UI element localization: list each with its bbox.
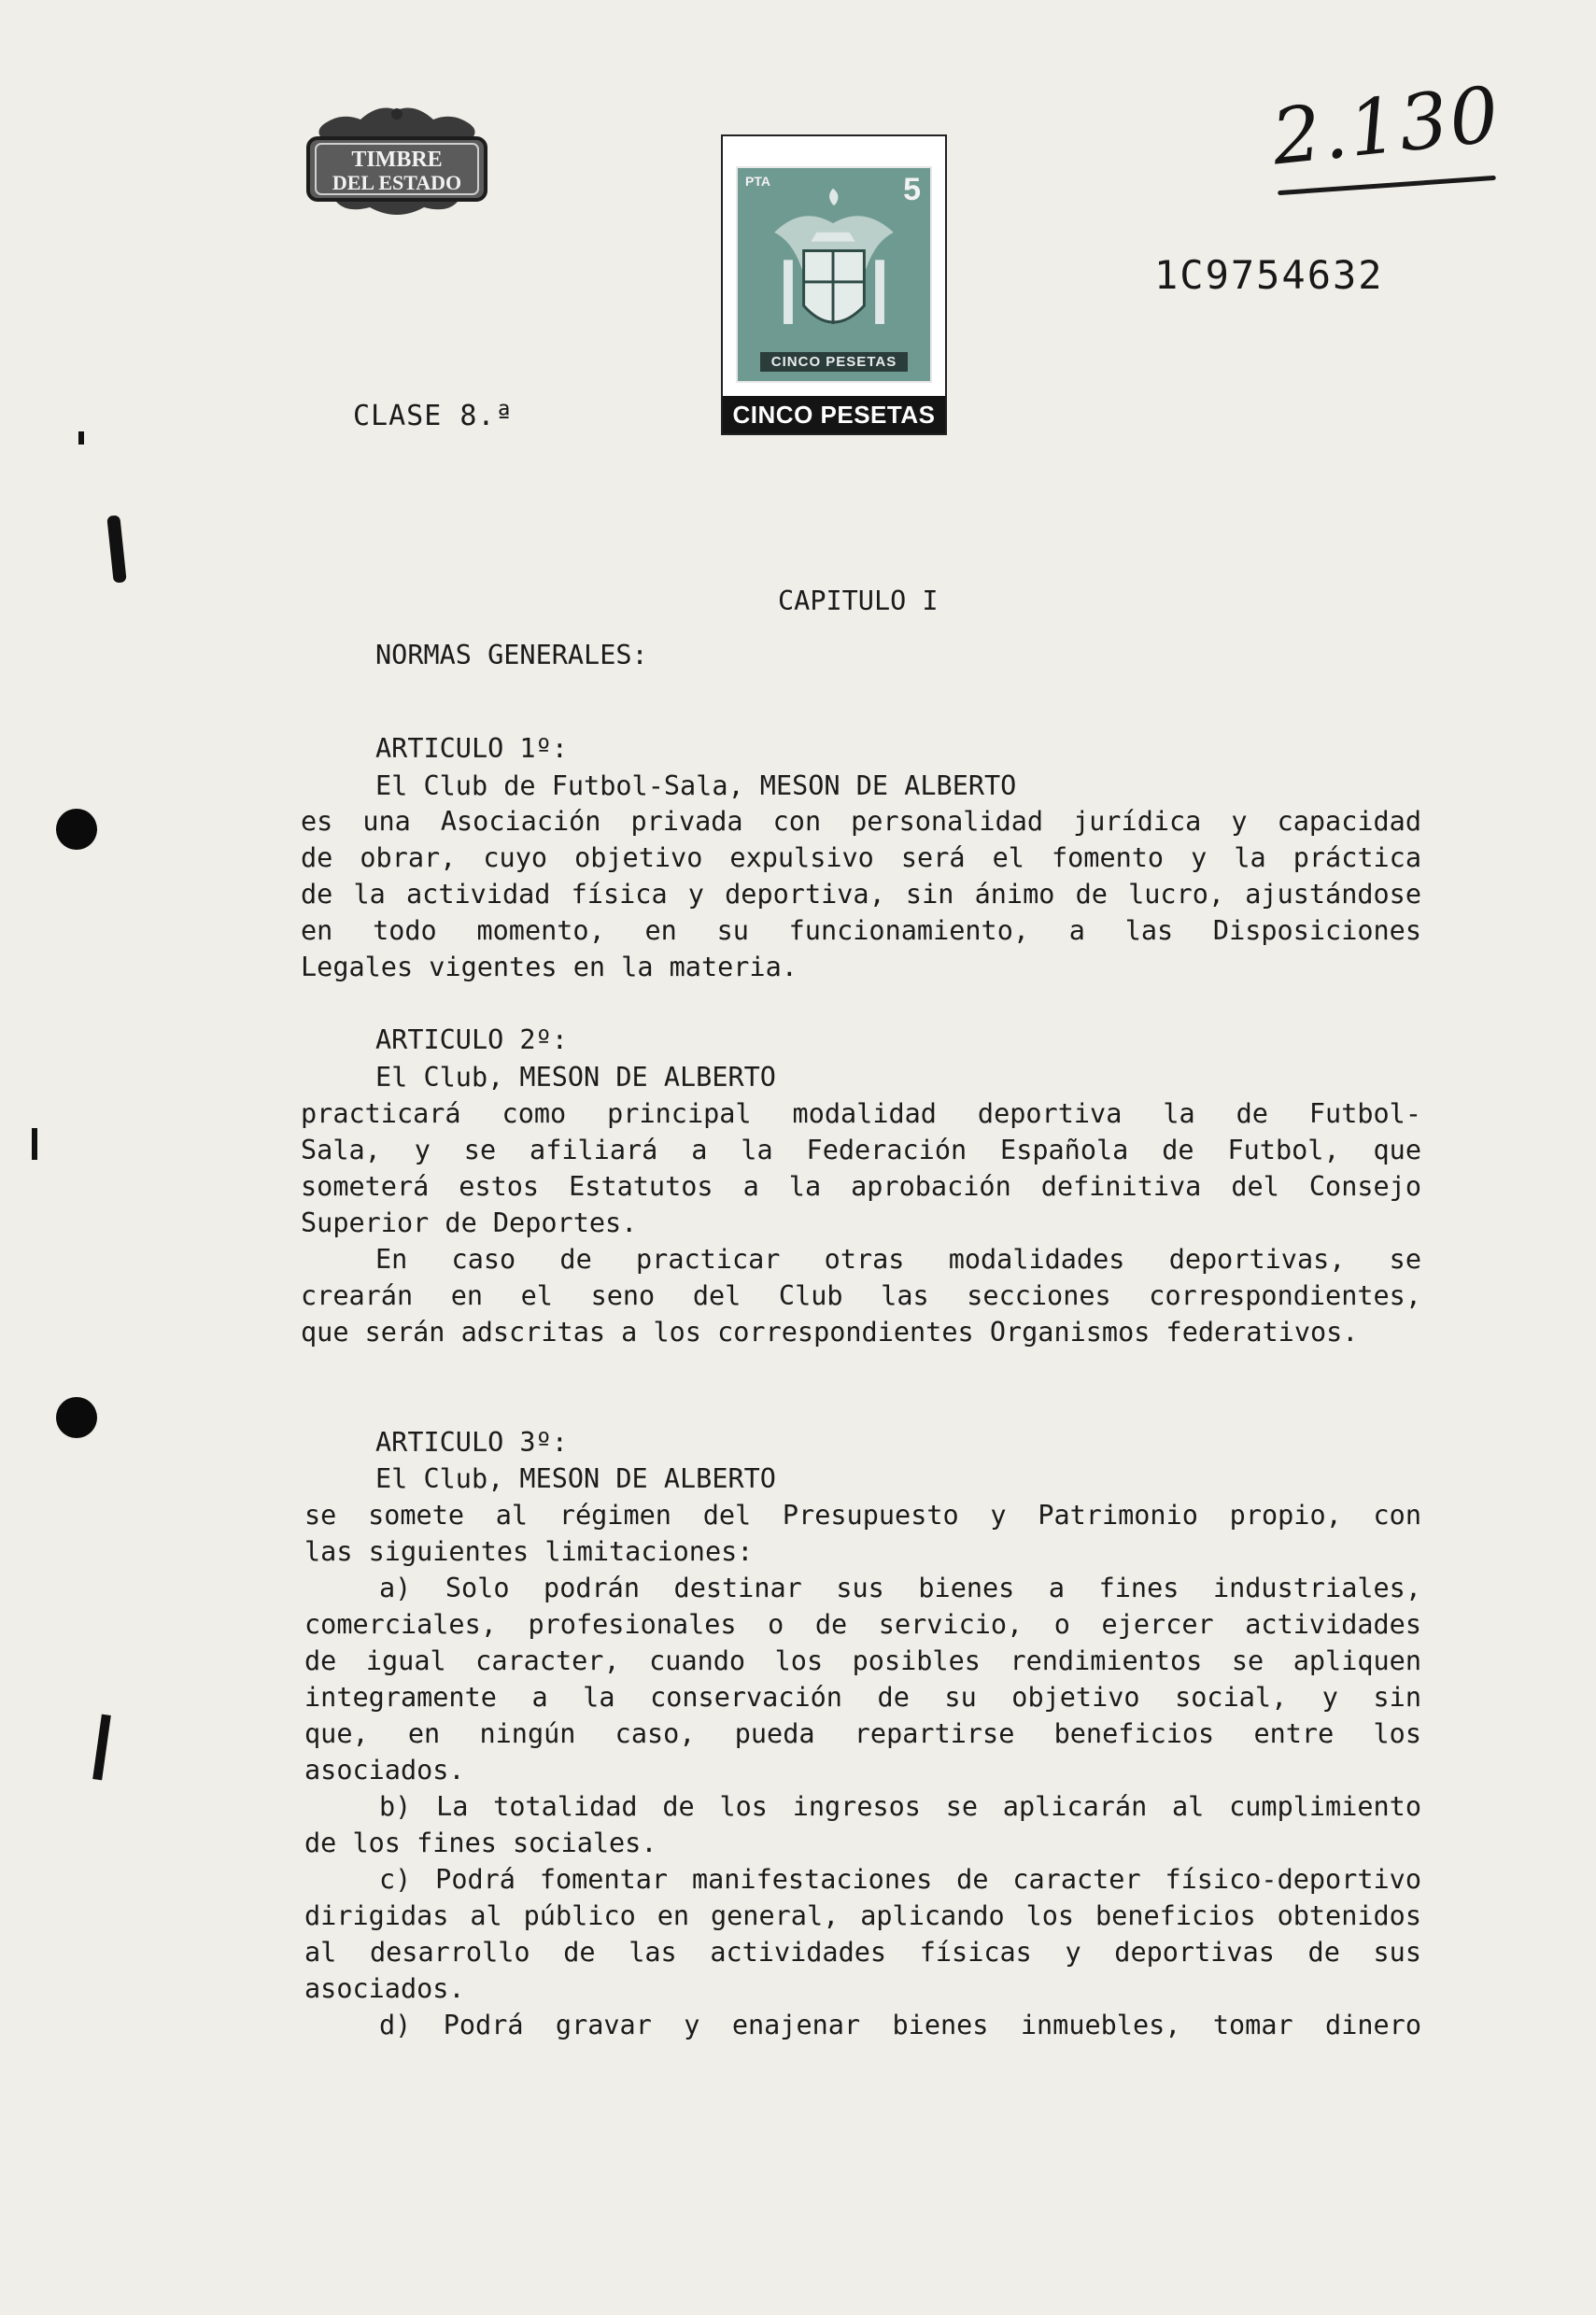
- chapter-title: CAPITULO I: [778, 586, 939, 616]
- timbre-del-estado-seal: [304, 103, 489, 224]
- article-heading: ARTICULO 3º:: [375, 1427, 568, 1458]
- revenue-stamp: [721, 134, 947, 435]
- article-line: Legales vigentes en la materia.: [301, 952, 798, 982]
- article-line: las siguientes limitaciones:: [304, 1536, 754, 1567]
- article-heading: ARTICULO 1º:: [375, 733, 568, 764]
- article-line: practicará como principal modalidad deportiva la de Futbol-: [301, 1098, 1421, 1129]
- article-line: de los fines sociales.: [304, 1828, 657, 1858]
- stamp-pta-label: PTA: [745, 174, 770, 189]
- stamp-band-label: CINCO PESETAS: [723, 396, 945, 433]
- article-line: de igual caracter, cuando los posibles rendimientos se apliquen: [304, 1645, 1421, 1676]
- article-line: que serán adscritas a los correspondientes Organismos federativos.: [301, 1317, 1359, 1348]
- article-heading: ARTICULO 2º:: [375, 1024, 568, 1055]
- timbre-line2: DEL ESTADO: [332, 171, 462, 194]
- article-line: en todo momento, en su funcionamiento, a las Disposiciones: [301, 915, 1421, 946]
- edge-mark: [78, 431, 84, 445]
- section-heading: NORMAS GENERALES:: [375, 640, 648, 671]
- punch-hole-top: [56, 809, 97, 850]
- clase-label: CLASE 8.ª: [353, 400, 514, 432]
- article-line: al desarrollo de las actividades físicas y deportivas de sus: [304, 1937, 1421, 1968]
- punch-hole-bottom: [56, 1397, 97, 1438]
- article-intro: El Club, MESON DE ALBERTO: [375, 1463, 776, 1494]
- article-intro: El Club, MESON DE ALBERTO: [375, 1062, 776, 1093]
- article-line: crearán en el seno del Club las secciones correspondientes,: [301, 1280, 1421, 1311]
- article-line: comerciales, profesionales o de servicio, o ejercer actividades: [304, 1609, 1421, 1640]
- eagle-coat-of-arms-icon: [738, 168, 930, 381]
- article-line: Sala, y se afiliará a la Federación Española de Futbol, que: [301, 1135, 1421, 1165]
- article-line: b) La totalidad de los ingresos se aplicarán al cumplimiento: [379, 1791, 1421, 1822]
- article-line: someterá estos Estatutos a la aprobación definitiva del Consejo: [301, 1171, 1421, 1202]
- serial-number: 1C9754632: [1154, 252, 1384, 298]
- stamp-value: 5: [903, 172, 921, 207]
- article-line: es una Asociación privada con personalidad jurídica y capacidad: [301, 806, 1421, 837]
- article-line: dirigidas al público en general, aplicando los beneficios obtenidos: [304, 1900, 1421, 1931]
- article-line: a) Solo podrán destinar sus bienes a fines industriales,: [379, 1573, 1421, 1603]
- handwritten-number: 2.130: [1267, 70, 1505, 183]
- edge-mark: [32, 1128, 37, 1160]
- article-line: de la actividad física y deportiva, sin ánimo de lucro, ajustándose: [301, 879, 1421, 910]
- article-line: integramente a la conservación de su objetivo social, y sin: [304, 1682, 1421, 1713]
- article-line: Superior de Deportes.: [301, 1207, 638, 1238]
- article-line: asociados.: [304, 1755, 465, 1786]
- article-line: de obrar, cuyo objetivo expulsivo será el fomento y la práctica: [301, 842, 1421, 873]
- edge-mark: [106, 515, 126, 583]
- article-line: asociados.: [304, 1973, 465, 2004]
- article-line: se somete al régimen del Presupuesto y Patrimonio propio, con: [304, 1500, 1421, 1531]
- article-line: d) Podrá gravar y enajenar bienes inmuebles, tomar dinero: [379, 2010, 1421, 2040]
- article-line: que, en ningún caso, pueda repartirse beneficios entre los: [304, 1718, 1421, 1749]
- stamp-artwork: [736, 166, 932, 383]
- stamp-inner-label: CINCO PESETAS: [760, 352, 908, 372]
- edge-mark: [92, 1715, 111, 1781]
- article-intro: El Club de Futbol-Sala, MESON DE ALBERTO: [375, 770, 1017, 801]
- article-line: c) Podrá fomentar manifestaciones de caracter físico-deportivo: [379, 1864, 1421, 1895]
- article-line: En caso de practicar otras modalidades deportivas, se: [375, 1244, 1421, 1275]
- timbre-line1: TIMBRE: [351, 148, 443, 172]
